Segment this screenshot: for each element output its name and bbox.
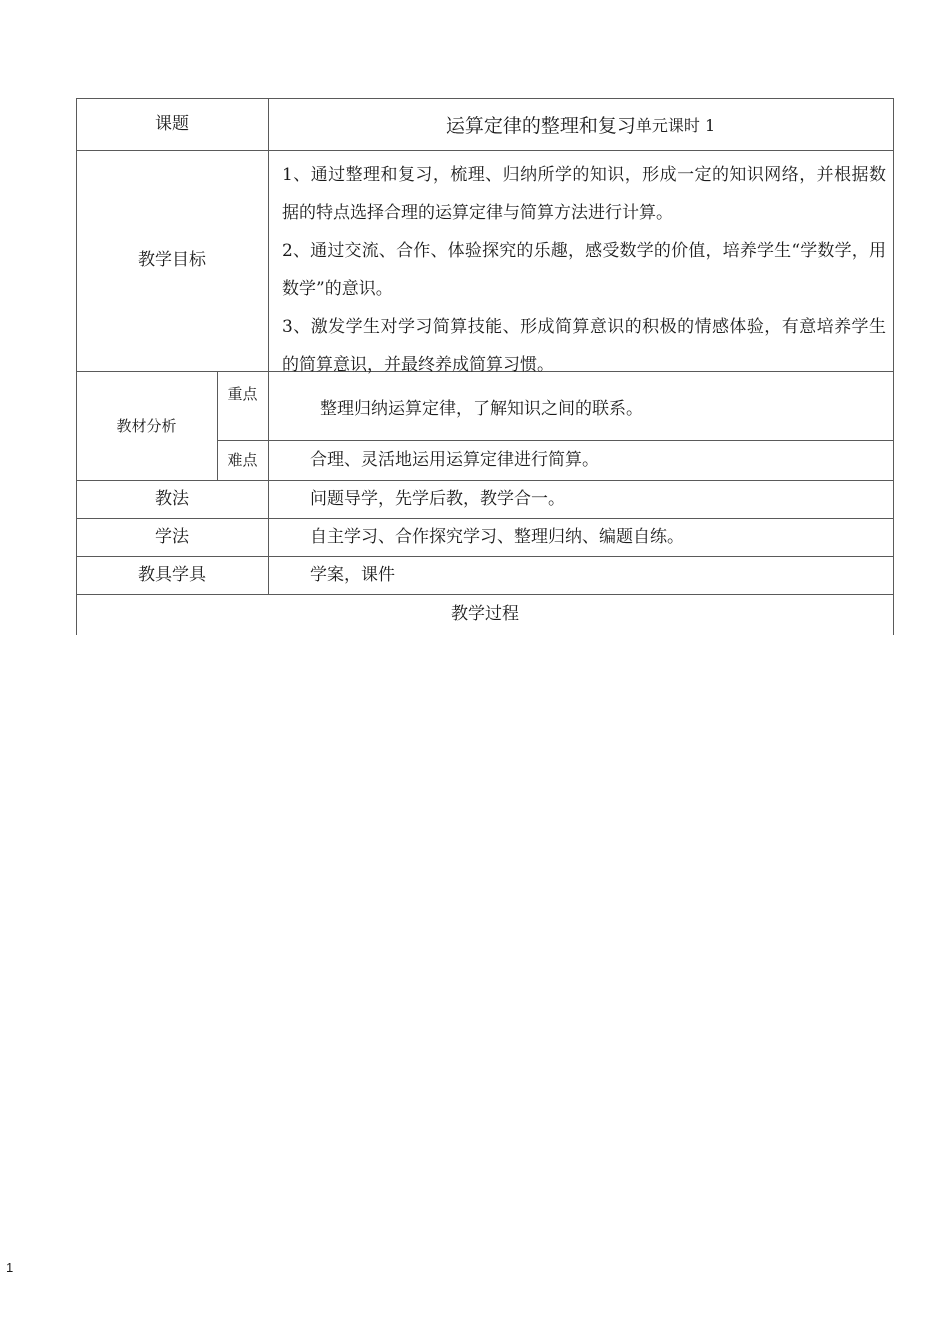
analysis-label: 教材分析 (116, 417, 177, 435)
key-point-label: 重点 (227, 385, 258, 403)
tools-text: 学案，课件 (310, 564, 395, 585)
difficulty-text: 合理、灵活地运用运算定律进行简算。 (310, 449, 599, 470)
tools-label: 教具学具 (138, 564, 206, 585)
difficulty-label: 难点 (227, 451, 258, 469)
goal-item: 3、激发学生对学习简算技能、形成简算意识的积极的情感体验，有意培养学生的简算意识，并最终养成简算习惯。 (282, 317, 886, 375)
method-label: 教法 (155, 488, 189, 509)
table-column-divider (268, 98, 269, 595)
process-heading: 教学过程 (451, 603, 519, 624)
goal-item: 1、通过整理和复习，梳理、归纳所学的知识，形成一定的知识网络，并根据数据的特点选择合理的运算定律与简算方法进行计算。 (282, 165, 886, 223)
method-text: 问题导学，先学后教，教学合一。 (310, 488, 565, 509)
topic-label: 课题 (155, 113, 189, 134)
page-number: 1 (6, 1260, 14, 1275)
key-point-text: 整理归纳运算定律，了解知识之间的联系。 (320, 398, 643, 419)
topic-title: 运算定律的整理和复习 (445, 114, 636, 137)
goals-label: 教学目标 (138, 250, 206, 271)
topic-title-cell (268, 98, 893, 154)
table-border-right (893, 98, 894, 635)
goals-list (282, 156, 886, 384)
topic-suffix: 单元课时 1 (635, 116, 716, 136)
study-text: 自主学习、合作探究学习、整理归纳、编题自练。 (310, 526, 684, 547)
goal-item: 2、通过交流、合作、体验探究的乐趣，感受数学的价值，培养学生“学数学，用数学”的意识。 (282, 241, 886, 299)
study-label: 学法 (155, 526, 189, 547)
